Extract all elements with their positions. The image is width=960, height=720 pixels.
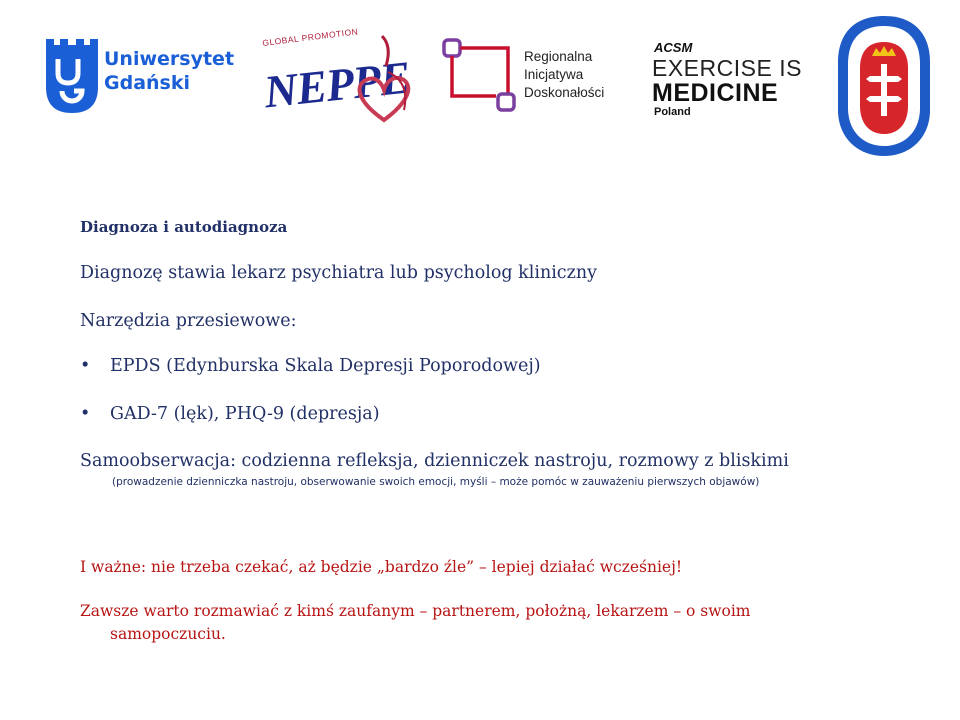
heart-icon (348, 32, 420, 128)
self-observation-note: (prowadzenie dzienniczka nastroju, obserwowanie swoich emocji, myśli – może pomóc w zauważeniu pierwszych objawów) (112, 476, 760, 488)
neppe-tagline: GLOBAL PROMOTION (261, 26, 359, 48)
bullet-marker: • (80, 404, 91, 424)
ug-emblem-icon (44, 37, 100, 117)
acsm-top: ACSM (654, 40, 693, 55)
rid-emblem-icon (440, 36, 520, 116)
important-note: I ważne: nie trzeba czekać, aż będzie „bardzo źle” – lepiej działać wcześniej! (80, 558, 683, 576)
awfis-logo (834, 12, 934, 162)
acsm-line2: MEDICINE (652, 79, 779, 107)
awfis-seal-icon (834, 12, 934, 162)
bullet-gad-phq: GAD-7 (lęk), PHQ-9 (depresja) (110, 404, 380, 424)
bullet-marker: • (80, 356, 91, 376)
slide-heading: Diagnoza i autodiagnoza (80, 218, 288, 236)
neppe-logo (260, 28, 420, 128)
acsm-country: Poland (654, 106, 691, 118)
self-observation-line: Samoobserwacja: codzienna refleksja, dzienniczek nastroju, rozmowy z bliskimi (80, 451, 789, 471)
rid-logo (440, 36, 630, 116)
ug-logo (44, 37, 244, 117)
ug-name-line1: Uniwersytet (104, 48, 235, 70)
bullet-epds: EPDS (Edynburska Skala Depresji Poporodowej) (110, 356, 541, 376)
rid-line2: Inicjatywa (524, 67, 584, 82)
logo-bar (0, 0, 960, 170)
rid-line1: Regionalna (524, 49, 593, 64)
always-line-1: Zawsze warto rozmawiać z kimś zaufanym – partnerem, położną, lekarzem – o swoim (80, 602, 751, 620)
acsm-logo (646, 38, 816, 122)
diagnosis-line: Diagnozę stawia lekarz psychiatra lub psycholog kliniczny (80, 263, 597, 283)
neppe-wordmark: NEPPE (261, 51, 413, 118)
tools-line: Narzędzia przesiewowe: (80, 311, 297, 331)
ug-name-line2: Gdański (104, 72, 191, 94)
acsm-line1: EXERCISE IS (652, 55, 802, 81)
rid-line3: Doskonałości (524, 85, 605, 100)
always-line-2: samopoczuciu. (110, 625, 226, 643)
